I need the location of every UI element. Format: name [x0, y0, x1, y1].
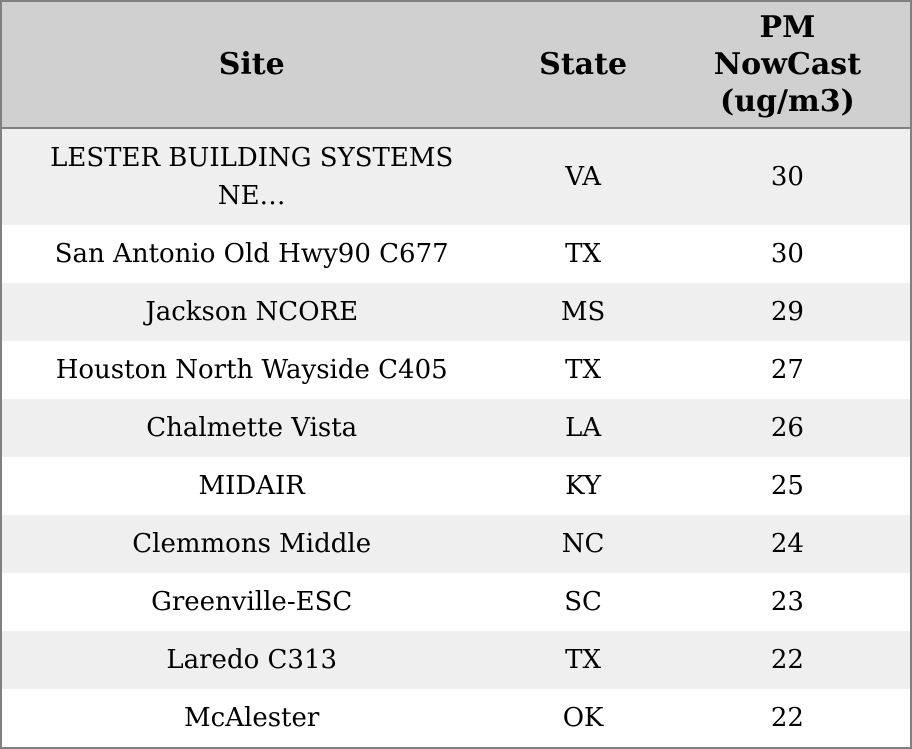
table-row: [2, 689, 910, 747]
state-cell: [501, 225, 664, 283]
state-value: SC: [564, 587, 602, 617]
table-header-row: [2, 2, 910, 129]
pm-nowcast-value: 30: [770, 162, 804, 192]
pm-nowcast-value: 23: [770, 587, 804, 617]
table-row: [2, 399, 910, 457]
pm-nowcast-cell: [665, 689, 910, 747]
state-value: TX: [565, 645, 602, 675]
state-value: VA: [565, 162, 601, 192]
column-header-site-label: Site: [218, 47, 285, 82]
site-value: Laredo C313: [166, 645, 338, 675]
pm-nowcast-value: 29: [770, 297, 804, 327]
state-cell: [501, 399, 664, 457]
pm-nowcast-cell: [665, 457, 910, 515]
site-cell: [2, 341, 501, 399]
pm-nowcast-cell: [665, 399, 910, 457]
table-row: [2, 225, 910, 283]
pm-nowcast-value: 26: [770, 413, 804, 443]
site-cell: [2, 515, 501, 573]
table-row: [2, 515, 910, 573]
site-value: San Antonio Old Hwy90 C677: [54, 239, 449, 269]
table-row: [2, 129, 910, 225]
state-value: LA: [565, 413, 602, 443]
pm-nowcast-cell: [665, 631, 910, 689]
state-cell: [501, 515, 664, 573]
site-value: LESTER BUILDING SYSTEMS NE…: [50, 143, 454, 211]
site-value: Houston North Wayside C405: [55, 355, 448, 385]
site-cell: [2, 689, 501, 747]
site-cell: [2, 283, 501, 341]
site-cell: [2, 457, 501, 515]
site-cell: [2, 573, 501, 631]
column-header-site: [2, 2, 501, 127]
state-cell: [501, 689, 664, 747]
site-value: Greenville-ESC: [151, 587, 353, 617]
site-value: Jackson NCORE: [145, 297, 359, 327]
pm-nowcast-cell: [665, 225, 910, 283]
state-value: TX: [565, 355, 602, 385]
state-cell: [501, 573, 664, 631]
table-row: [2, 283, 910, 341]
pm-nowcast-cell: [665, 341, 910, 399]
site-value: MIDAIR: [198, 471, 305, 501]
column-header-state: [501, 2, 664, 127]
state-cell: [501, 341, 664, 399]
column-header-state-label: State: [539, 47, 628, 82]
state-cell: [501, 129, 664, 225]
table-row: [2, 573, 910, 631]
site-cell: [2, 399, 501, 457]
pm-nowcast-cell: [665, 573, 910, 631]
table-row: [2, 341, 910, 399]
table-row: [2, 631, 910, 689]
column-header-pm-nowcast: [665, 2, 910, 127]
pm-nowcast-value: 30: [770, 239, 804, 269]
site-value: McAlester: [184, 703, 320, 733]
pm-nowcast-cell: [665, 515, 910, 573]
state-cell: [501, 457, 664, 515]
pm-nowcast-value: 22: [770, 645, 804, 675]
state-value: MS: [560, 297, 606, 327]
pm-nowcast-value: 24: [770, 529, 804, 559]
pm-nowcast-value: 27: [770, 355, 804, 385]
pm-nowcast-value: 25: [770, 471, 804, 501]
site-cell: [2, 631, 501, 689]
state-value: OK: [562, 703, 604, 733]
column-header-pm-nowcast-label: PM NowCast (ug/m3): [713, 10, 862, 119]
state-value: TX: [565, 239, 602, 269]
state-cell: [501, 283, 664, 341]
table-row: [2, 457, 910, 515]
state-value: NC: [561, 529, 605, 559]
state-cell: [501, 631, 664, 689]
site-cell: [2, 225, 501, 283]
pm-nowcast-cell: [665, 283, 910, 341]
site-value: Chalmette Vista: [146, 413, 358, 443]
site-cell: [2, 129, 501, 225]
site-value: Clemmons Middle: [132, 529, 372, 559]
pm-nowcast-cell: [665, 129, 910, 225]
state-value: KY: [565, 471, 602, 501]
pm-nowcast-value: 22: [770, 703, 804, 733]
